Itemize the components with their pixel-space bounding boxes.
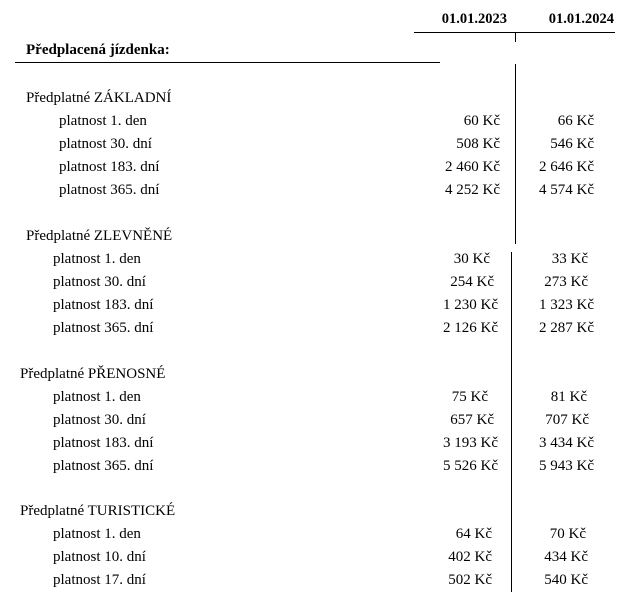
value-2024: 33 Kč (551, 251, 588, 267)
row-label: platnost 365. dní (53, 320, 154, 336)
value-2024: 66 Kč (557, 113, 594, 129)
row-label: platnost 183. dní (53, 297, 154, 313)
value-2024: 2 287 Kč (539, 320, 594, 336)
value-2024: 540 Kč (544, 572, 588, 588)
section-title-zlevnene: Předplatné ZLEVNĚNÉ (26, 228, 173, 244)
value-2024: 4 574 Kč (539, 182, 594, 198)
value-2024: 3 434 Kč (539, 435, 594, 451)
row-label: platnost 183. dní (59, 159, 160, 175)
value-2024: 273 Kč (544, 274, 588, 290)
value-2023: 508 Kč (456, 136, 500, 152)
row-label: platnost 30. dní (53, 274, 146, 290)
column-header-2024: 01.01.2024 (548, 11, 614, 27)
row-label: platnost 365. dní (59, 182, 160, 198)
row-label: platnost 10. dní (53, 549, 146, 565)
page-title: Předplacená jízdenka: (26, 42, 170, 58)
row-label: platnost 1. den (53, 251, 141, 267)
value-2023: 3 193 Kč (443, 435, 498, 451)
value-2024: 5 943 Kč (539, 458, 594, 474)
row-label: platnost 365. dní (53, 458, 154, 474)
value-2023: 657 Kč (450, 412, 494, 428)
value-2024: 707 Kč (545, 412, 589, 428)
value-2024: 1 323 Kč (539, 297, 594, 313)
value-2023: 5 526 Kč (443, 458, 498, 474)
title-underline (15, 62, 440, 63)
value-2024: 2 646 Kč (539, 159, 594, 175)
row-label: platnost 183. dní (53, 435, 154, 451)
value-2024: 546 Kč (550, 136, 594, 152)
row-label: platnost 1. den (53, 526, 141, 542)
value-2023: 2 126 Kč (443, 320, 498, 336)
header-divider (515, 32, 516, 42)
row-label: platnost 30. dní (59, 136, 152, 152)
value-2024: 434 Kč (544, 549, 588, 565)
row-label: platnost 30. dní (53, 412, 146, 428)
section-title-prenosne: Předplatné PŘENOSNÉ (20, 366, 166, 382)
value-2023: 64 Kč (455, 526, 492, 542)
section-title-turisticke: Předplatné TURISTICKÉ (20, 503, 176, 519)
row-label: platnost 1. den (53, 389, 141, 405)
value-2023: 502 Kč (448, 572, 492, 588)
value-2023: 402 Kč (448, 549, 492, 565)
value-2024: 81 Kč (550, 389, 587, 405)
row-label: platnost 17. dní (53, 572, 146, 588)
value-2023: 1 230 Kč (443, 297, 498, 313)
value-2023: 75 Kč (451, 389, 488, 405)
value-2023: 4 252 Kč (445, 182, 500, 198)
value-2024: 70 Kč (549, 526, 586, 542)
row-label: platnost 1. den (59, 113, 147, 129)
value-2023: 254 Kč (450, 274, 494, 290)
value-2023: 60 Kč (463, 113, 500, 129)
section-title-zakladni: Předplatné ZÁKLADNÍ (26, 90, 172, 106)
column-header-2023: 01.01.2023 (441, 11, 507, 27)
value-2023: 2 460 Kč (445, 159, 500, 175)
column-divider-upper (515, 64, 516, 244)
value-2023: 30 Kč (453, 251, 490, 267)
